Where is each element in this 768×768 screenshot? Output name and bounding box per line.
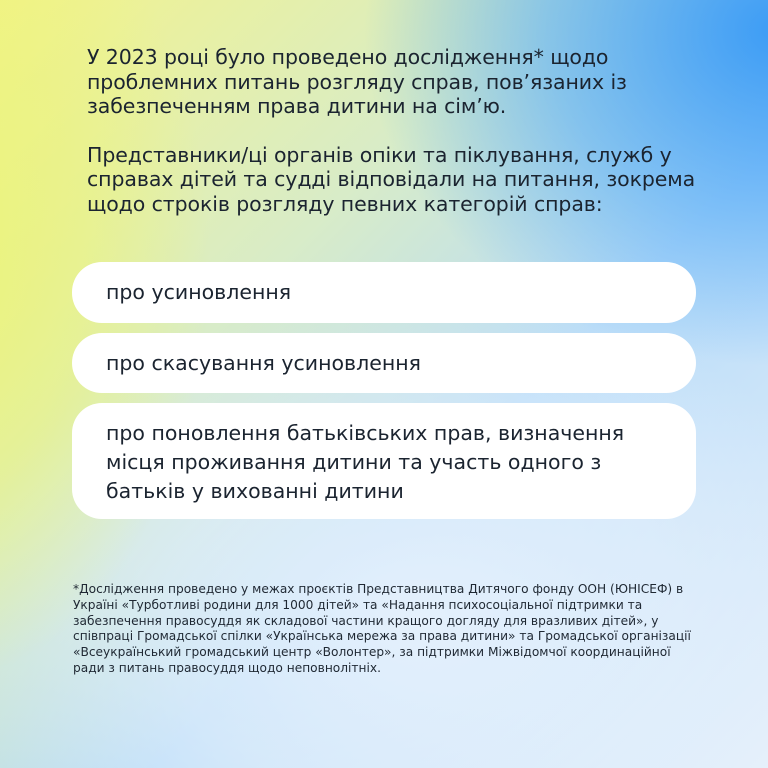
category-card-adoption-cancellation bbox=[72, 333, 696, 393]
category-label: про поновлення батьківських прав, визначення місця проживання дитини та участь одного з батьків у вихованні дитини bbox=[106, 420, 625, 503]
intro-paragraph-study: У 2023 році було проведено дослідження* щодо проблемних питань розгляду справ, пов’язаних із забезпеченням права дитини на сім’ю. bbox=[87, 45, 627, 118]
intro-paragraph-respondents: Представники/ці органів опіки та піклування, служб у справах дітей та судді відповідали на питання, зокрема щодо строків розгляду певних категорій справ: bbox=[87, 142, 696, 216]
category-card-parental-rights bbox=[72, 403, 696, 519]
intro-text bbox=[87, 45, 707, 240]
case-categories-list bbox=[72, 262, 696, 529]
category-label: про усиновлення bbox=[106, 280, 292, 304]
category-label: про скасування усиновлення bbox=[106, 350, 421, 375]
category-card-adoption bbox=[72, 262, 696, 323]
footnote: *Дослідження проведено у межах проєктів Представництва Дитячого фонду ООН (ЮНІСЕФ) в Україні «Турботливі родини для 1000 дітей» та «Надання психосоціальної підтримки та забезпечення правосуддя як складової частини кращого догляду для вразливих дітей», у співпраці Громадської спілки «Українська мережа за права дитини» та Громадської організації «Всеукраїнський громадський центр «Волонтер», за підтримки Міжвідомчої координаційної ради з питань правосуддя щодо неповнолітніх. bbox=[73, 582, 691, 675]
